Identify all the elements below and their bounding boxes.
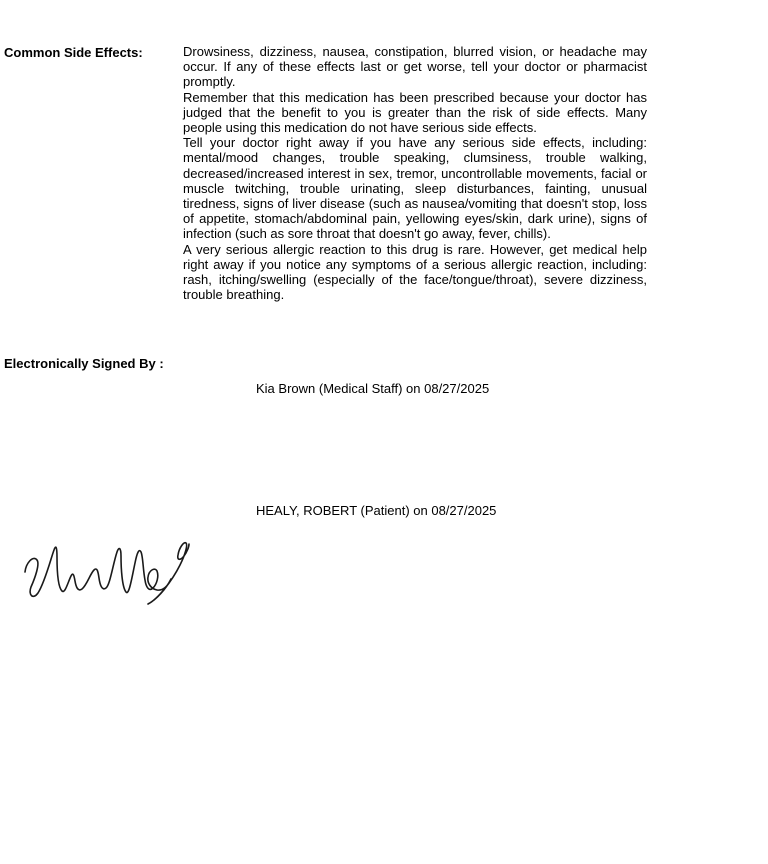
side-effects-text-block [183,44,647,302]
electronically-signed-by-label: Electronically Signed By : [4,356,164,371]
medical-staff-signature-line: Kia Brown (Medical Staff) on 08/27/2025 [256,381,490,396]
side-effects-paragraph: Tell your doctor right away if you have any serious side effects, including: mental/mood changes, trouble speaking, clumsiness, trouble walking, decreased/increased interest in sex, tremor, uncontrollable movements, facial or muscle twitching, trouble urinating, sleep disturbances, fainting, unusual tiredness, signs of liver disease (such as nausea/vomiting that doesn't stop, loss of appetite, stomach/abdominal pain, yellowing eyes/skin, dark urine), signs of infection (such as sore throat that doesn't go away, fever, chills). [183,135,647,242]
common-side-effects-label: Common Side Effects: [4,45,143,60]
side-effects-paragraph: A very serious allergic reaction to this drug is rare. However, get medical help right away if you notice any symptoms of a serious allergic reaction, including: rash, itching/swelling (especially of the face/tongue/throat), severe dizziness, trouble breathing. [183,241,647,303]
handwritten-signature-icon [18,531,198,611]
side-effects-paragraph: Drowsiness, dizziness, nausea, constipation, blurred vision, or headache may occur. If any of these effects last or get worse, tell your doctor or pharmacist promptly. [183,44,647,90]
side-effects-paragraph: Remember that this medication has been prescribed because your doctor has judged that the benefit to you is greater than the risk of side effects. Many people using this medication do not have serious side effects. [183,89,647,136]
patient-signature-line: HEALY, ROBERT (Patient) on 08/27/2025 [256,503,497,518]
